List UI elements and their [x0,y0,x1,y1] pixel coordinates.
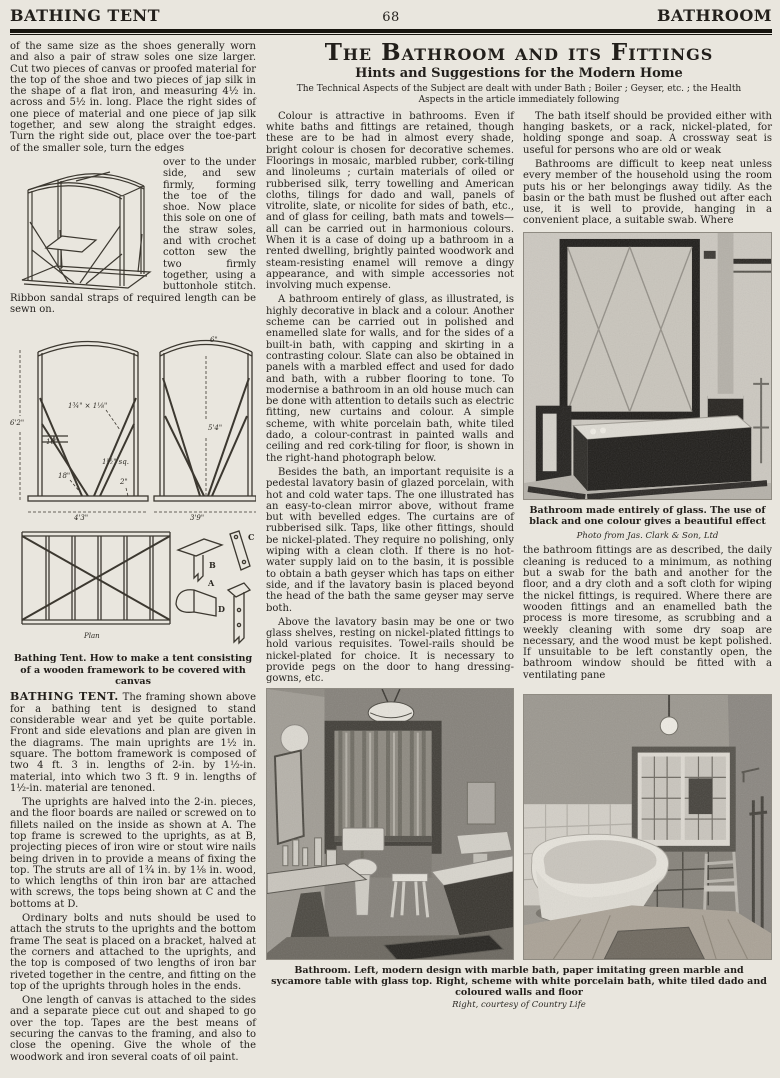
svg-text:10": 10" [46,438,59,447]
porcelain-bathroom-photo [523,694,772,960]
bathing-tent-frame-diagram [10,160,158,290]
paragraph-wrap: over to the under side, and sew firmly, forming the toe of the shoe. Now place this sole on one of the straw soles, and with crochet cotton sew the two firmly together, using a buttonhole stitch. Ribbon sandal straps of required length can be sewn on. [10,156,256,315]
svg-text:1¾" × 1⅛": 1¾" × 1⅛" [68,402,108,411]
svg-text:D: D [218,604,225,615]
marble-bathroom-photo [266,688,514,960]
paragraph: The uprights are halved into the 2-in. pieces, and the floor boards are nailed or screwed on to fillets nailed on the inside as shown at A. The top frame is screwed to the uprights, as at B, projecting pieces of iron wire or stout wire nails being driven in to provide a means of fixing the top. The struts are all of 1¾ in. by 1⅛ in. wood, to which lengths of thin iron bar are attached with screws, the tops being shown at C and the bottoms at D. [10,797,256,910]
glass-photo-caption: Bathroom made entirely of glass. The use of black and one colour gives a beautiful effect [529,504,766,528]
svg-text:B: B [209,560,216,571]
tent-elevations-diagram [10,320,256,522]
paragraph-bathing-tent: BATHING TENT. The framing shown above for a bathing tent is designed to stand considerable wear and yet be quite portable. Front and side elevations and plan are given in the diagrams. The main uprights are 1½ in. square. The bottom framework is composed of two 4 ft. 3 in. lengths of 2-in. by 1½-in. material, into which two 3 ft. 9 in. lengths of 1½-in. material are tenoned. [10,690,256,794]
section-heading: BATHING TENT. [10,690,119,704]
paragraph: One length of canvas is attached to the sides and a separate piece cut out and shaped to go over the top. Tapes are the best means of securing the canvas to the framing, and also to close the opening. Give the whole of the woodwork and iron several coats of oil paint. [10,995,256,1063]
running-head [10,6,772,25]
running-head-right: BATHROOM [657,6,772,25]
tent-frame-figure [10,157,256,318]
paragraph: Besides the bath, an important requisite is a pedestal lavatory basin of glazed porcelain, with hot and cold water taps. The one illustrated has an easy-to-clean mirror above, without frame but with bevelled edges. The curtains are of rubberised silk. Taps, like other fittings, should be nickel-plated. They require no polishing, only wiping with a clean cloth. If there is no hot-water supply laid on to the basin, it is possible to obtain a bath geyser which has taps on either side, and if the lavatory basin is placed beyond the head of the bath the same geyser may serve both. [266,466,514,614]
tent-figure-caption: Bathing Tent. How to make a tent consisting of a wooden framework to be covered with canvas [13,653,253,687]
svg-text:3'9": 3'9" [190,514,205,523]
article-note: The Technical Aspects of the Subject are dealt with under Bath ; Boiler ; Geyser, etc. ; the Health Aspects in the article immediately following [296,84,742,105]
svg-text:Plan: Plan [84,632,100,641]
paragraph: Bathrooms are difficult to keep neat unless every member of the household using the room puts his or her belongings away tidily. As the basin or the bath must be flushed out after each use, it is well to provide, hanging in a convenient place, a suitable swab. Where [523,158,772,227]
article-title: The Bathroom and its Fittings [324,39,714,66]
paragraph: Colour is attractive in bathrooms. Even if white baths and fittings are retained, though these are to be had in almost every shade, bright colour is chosen for decorative schemes. Floorings in mosaic, marbled rubber, cork-tiling and linoleums ; curtain materials of oiled or rubberised silk, terry towelling and American cloths, tilings for dado and wall, panels of vitrolite, slate, or nicolite for sides of bath, etc., and of glass for ceiling, bath mats and towels—all can be carried out in harmonious colours. When it is a case of doing up a bathroom in a rented dwelling, brightly painted woodwork and steam-resisting enamel will remove a dingy appearance, and with simple accessories not involving much expense. [266,110,514,292]
left-column [10,41,256,1066]
glass-bathroom-photo [523,232,772,500]
svg-text:A: A [208,578,215,589]
paragraph: A bathroom entirely of glass, as illustrated, is highly decorative in black and a colour. Another scheme can be carried out in polished and enamelled slate for walls, and for the sides of a built-in bath, with capping and skirting in a contrasting colour. Slate can also be obtained in panels with a marbled effect and used for dado and bath, with a rubber flooring to tone. To modernise a bathroom in an old house much can be done with attention to details such as electric fitting, new curtains and colour. A simple scheme, with white porcelain bath, white tiled dado, a colour-contrast in painted walls and ceiling and red cork-tiling for floor, is shown in the right-hand photograph below. [266,294,514,464]
page-number: 68 [382,10,400,25]
right-column [523,111,772,962]
svg-text:C: C [248,532,255,543]
svg-text:1½" sq.: 1½" sq. [102,458,129,467]
paragraph: The bath itself should be provided either with hanging baskets, or a rack, nickel-plated, for holding sponge and soap. A crossway seat is useful for persons who are old or weak [523,110,772,156]
paragraph: Ordinary bolts and nuts should be used to attach the struts to the uprights and the bottom frame The seat is placed on a bracket, halved at the corners and attached to the uprights, and the top is composed of two lengths of iron bar riveted together in the centre, and fitting on the top of the uprights through holes in the ends. [10,913,256,992]
tent-plan-diagram [10,524,256,650]
svg-text:4'3": 4'3" [74,514,89,523]
svg-text:6'2": 6'2" [10,419,25,428]
bottom-photos-credit: Right, courtesy of Country Life [452,999,586,1010]
bottom-caption-block [266,965,772,1010]
bottom-photos-caption: Bathroom. Left, modern design with marble bath, paper imitating green marble and sycamore table with glass top. Right, scheme with white porcelain bath, white tiled dado and coloured walls and floor [271,964,767,999]
svg-text:6": 6" [210,336,218,345]
article-area [266,41,772,1066]
paragraph: the bathroom fittings are as described, the daily cleaning is reduced to a minimum, as nothing but a swab for the bath and another for the floor, and a dry cloth and a soft cloth for wiping the nickel fittings, is required. Where there are wooden fittings and an enamelled bath the process is more tiresome, as scrubbing and a weekly cleaning with some dry soap are necessary, and the wood must be kept polished. If unsuitable to be left constantly open, the bathroom window should be fitted with a ventilating pane [523,545,772,681]
middle-column [266,111,514,962]
header-rule [10,29,772,35]
svg-text:18": 18" [58,472,71,481]
paragraph: Above the lavatory basin may be one or two glass shelves, resting on nickel-plated fittings to hold various requisites. Towel-rails should be nickel-plated for choice. It is necessary to provide pegs on the door to hang dressing-gowns, etc. [266,616,514,685]
article-subtitle: Hints and Suggestions for the Modern Home [355,66,683,82]
running-head-left: BATHING TENT [10,6,161,25]
paragraph-continuation: of the same size as the shoes generally worn and also a pair of straw soles one size larger. Cut two pieces of canvas or proofed material for the top of the shoe and two pieces of jap silk in the shape of a flat iron, and measuring 4½ in. across and 5½ in. long. Place the right sides of one piece of material and one piece of jap silk together, and sew along the straight edges. Turn the right side out, place over the toe-part of the smaller sole, turn the edges [10,41,256,154]
svg-text:5'4": 5'4" [208,424,223,433]
svg-text:2": 2" [120,478,128,487]
glass-photo-credit: Photo from Jas. Clark & Son, Ltd [576,531,719,542]
